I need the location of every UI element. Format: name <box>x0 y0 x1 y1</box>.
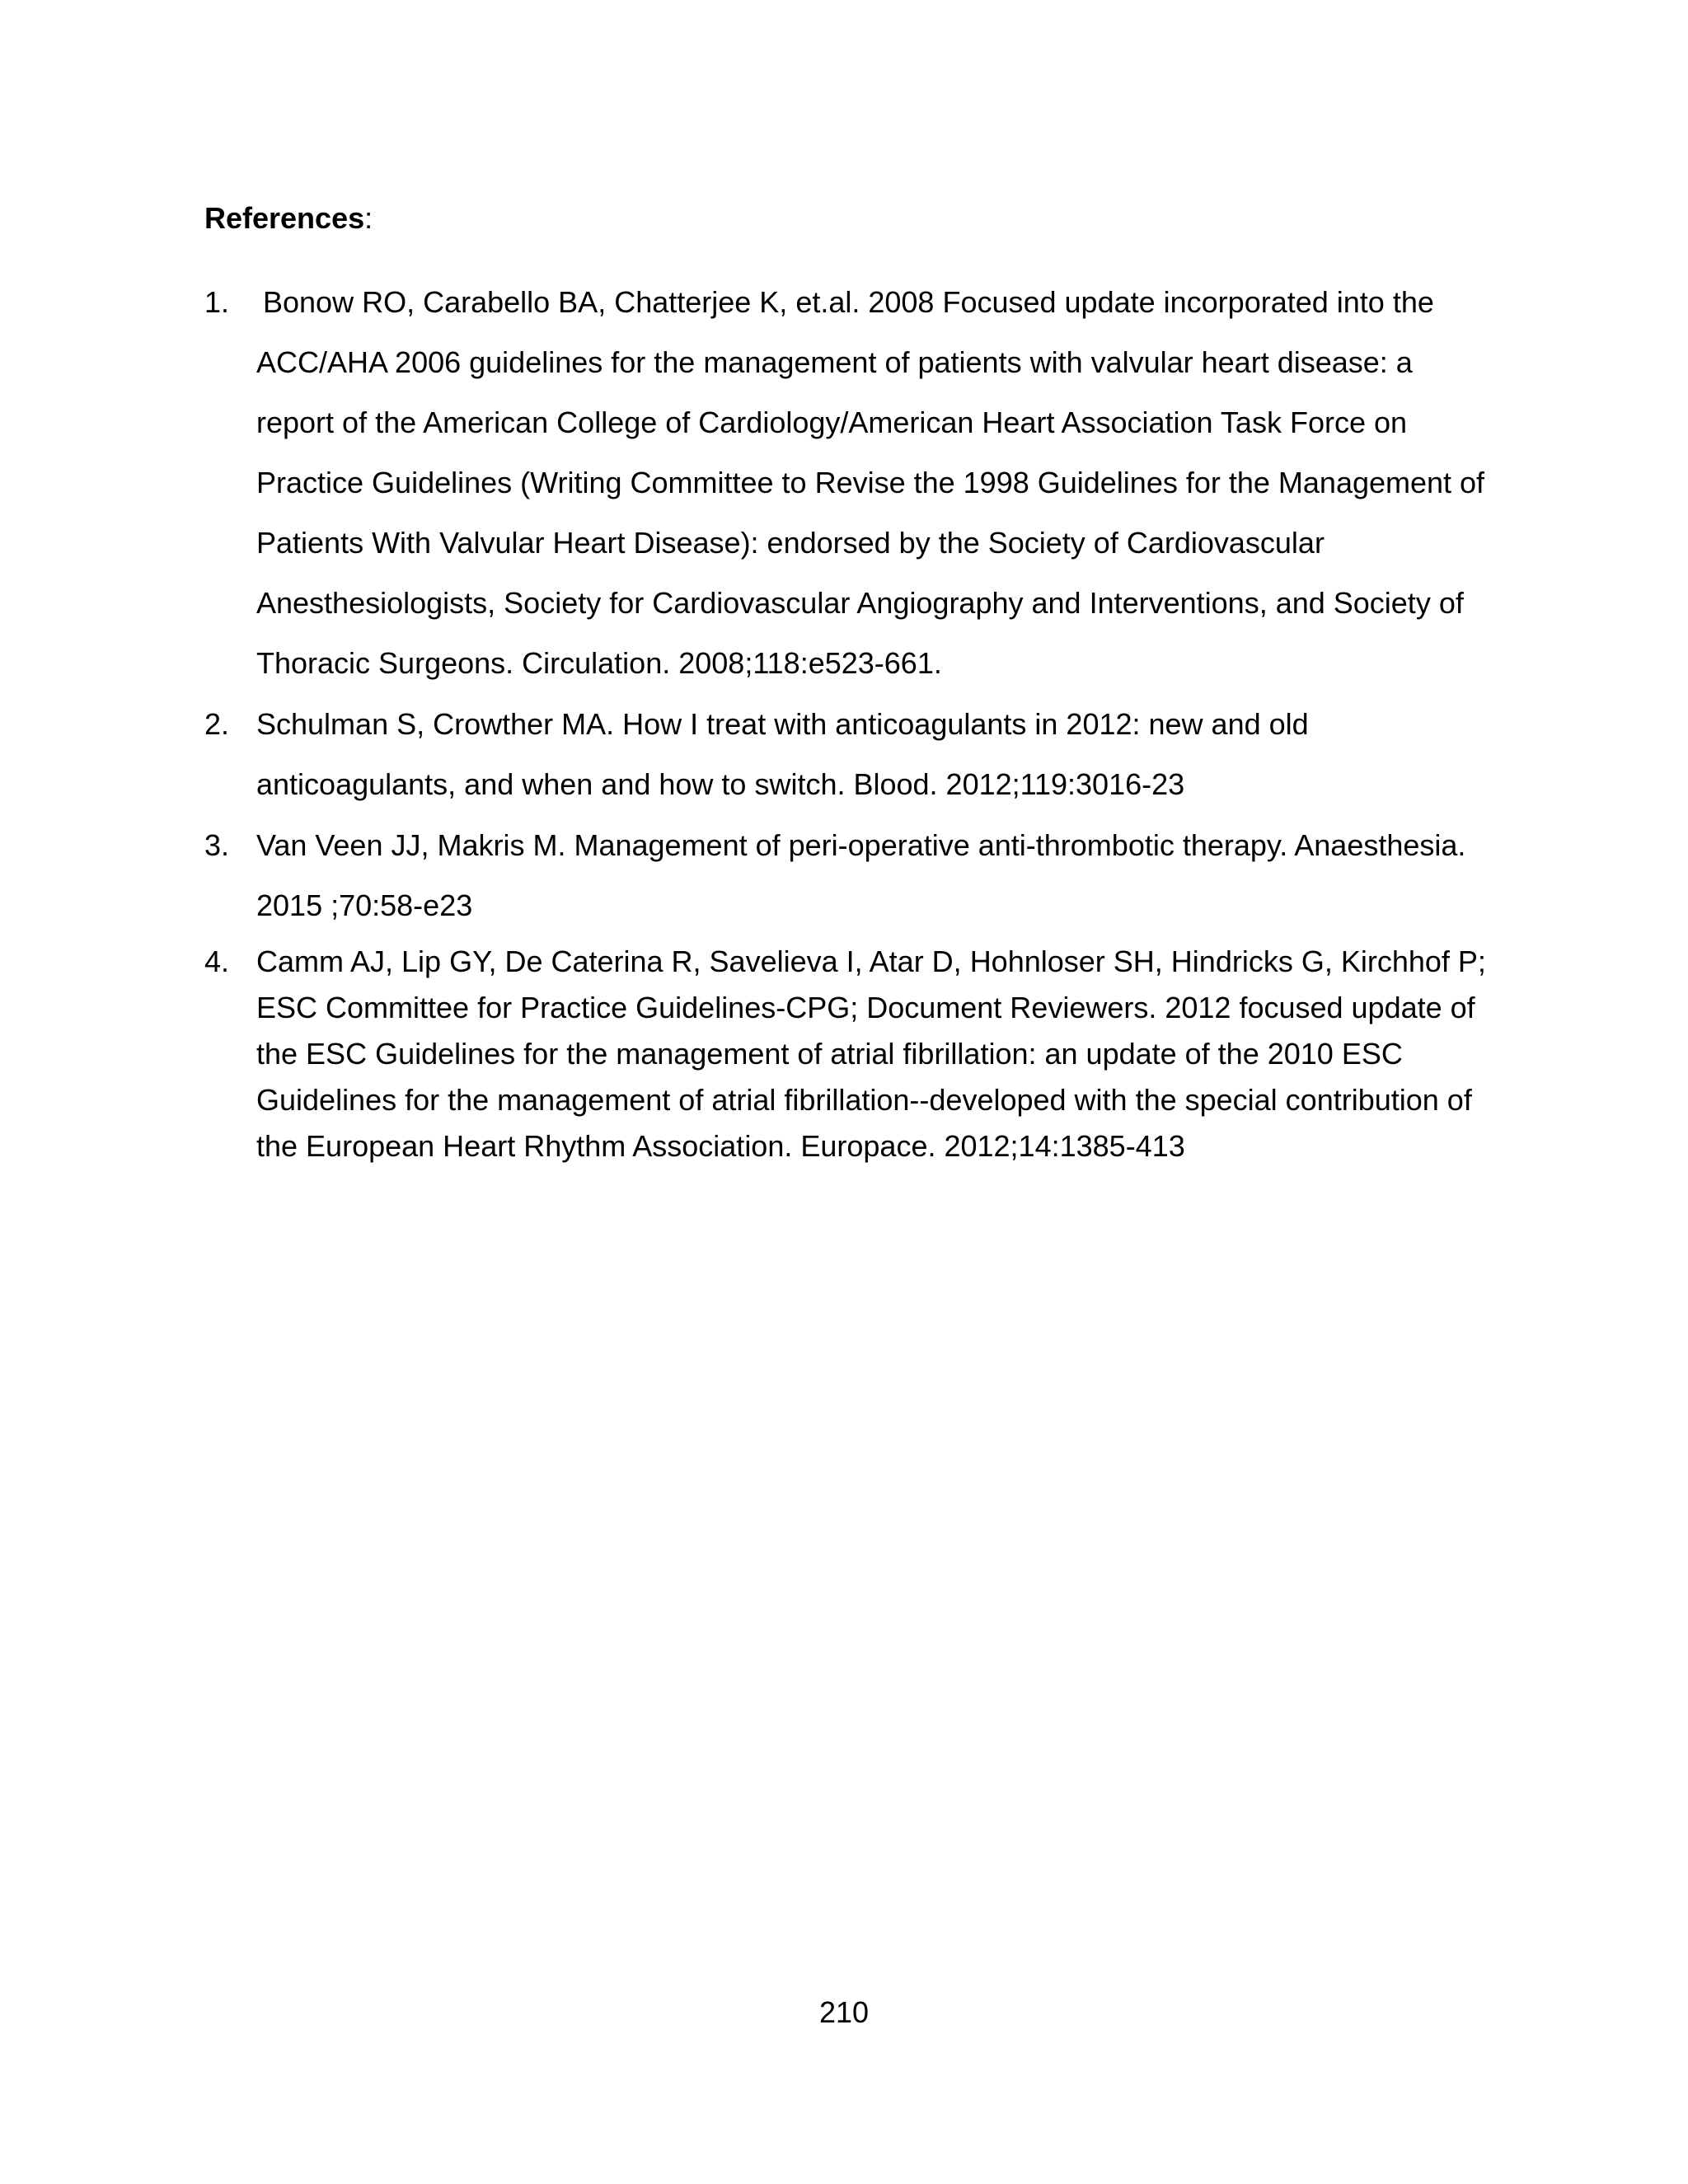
reference-text: Schulman S, Crowther MA. How I treat with anticoagulants in 2012: new and old anticoagulants, and when and how to switch. Blood. 2012;119:3016-23 <box>256 707 1309 801</box>
reference-list <box>204 272 1490 1169</box>
reference-item-2 <box>204 694 1490 814</box>
reference-text: Bonow RO, Carabello BA, Chatterjee K, et.al. 2008 Focused update incorporated into the ACC/AHA 2006 guidelines for the management of patients with valvular heart disease: a report of the American College of Cardiology/American Heart Association Task Force on Practice Guidelines (Writing Committee to Revise the 1998 Guidelines for the Management of Patients With Valvular Heart Disease): endorsed by the Society of Cardiovascular Anesthesiologists, Society for Cardiovascular Angiography and Interventions, and Society of Thoracic Surgeons. Circulation. 2008;118:e523-661. <box>256 285 1485 680</box>
reference-text: Van Veen JJ, Makris M. Management of peri-operative anti-thrombotic therapy. Anaesthesia. 2015 ;70:58-e23 <box>256 828 1466 922</box>
reference-number: 2. <box>204 707 230 741</box>
reference-text: Camm AJ, Lip GY, De Caterina R, Savelieva I, Atar D, Hohnloser SH, Hindricks G, Kirchhof P; ESC Committee for Practice Guidelines-CPG; Document Reviewers. 2012 focused update of the ESC Guidelines for the management of atrial fibrillation: an update of the 2010 ESC Guidelines for the management of atrial fibrillation--developed with the special contribution of the European Heart Rhythm Association. Europace. 2012;14:1385-413 <box>256 944 1486 1163</box>
reference-item-4 <box>204 939 1490 1169</box>
page-number: 210 <box>818 1995 870 2029</box>
references-title: References <box>204 201 365 235</box>
reference-number: 3. <box>204 828 230 862</box>
reference-number: 4. <box>204 944 230 978</box>
reference-item-3 <box>204 815 1490 935</box>
references-colon: : <box>364 201 373 235</box>
references-heading <box>204 200 373 237</box>
reference-number: 1. <box>204 285 230 319</box>
reference-item-1 <box>204 272 1490 693</box>
